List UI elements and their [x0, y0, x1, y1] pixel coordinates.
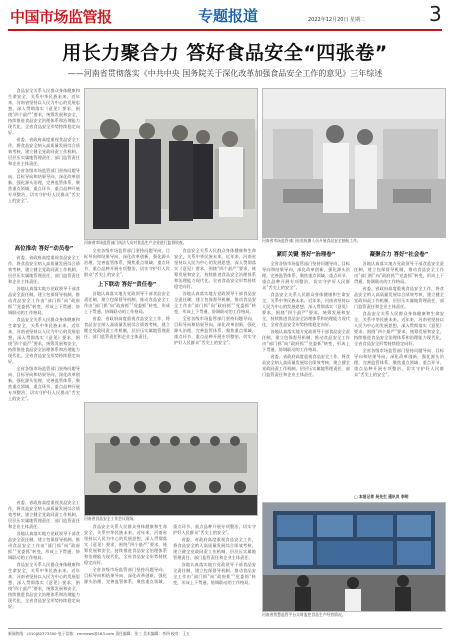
- body-paragraph: 各地认真落实地方党政领导干部食品安全责任制，建立包保督导机制，推动食品安全工作由“部门抓”向“政府抓”“党委抓”转变，形成上下贯通、协调联动的工作格局。: [8, 531, 80, 560]
- body-paragraph: 全省各级市场监管部门坚持问题导向、目标导向和结果导向，深化改革创新，强化源头治理，完善监管体系，聚焦重点领域、重点环节、重点品种开展专项整治，切实守护好人民群众“舌尖上的安全”。: [174, 316, 256, 345]
- body-paragraph: 各地认真落实地方党政领导干部食品安全责任制，建立包保督导机制，推动食品安全工作由“部门抓”向“政府抓”“党委抓”转变，形成上下贯通、协调联动的工作格局。: [262, 329, 350, 352]
- body-column-left-mid: [8, 242, 80, 494]
- subtitle-responsibility: 上下联动 答好“责任卷”: [97, 282, 157, 288]
- body-paragraph: 食品安全关系人民群众身体健康和生命安全，关系中华民族未来。近年来，河南省坚持以人民为中心的发展思想，深入贯彻落实《意见》要求，围绕“四个最严”要求，统筹发展和安全，持续推进食品安全治理体系和治理能力现代化，全省食品安全形势持续稳定向好。: [8, 88, 80, 135]
- photo-monitoring: [262, 502, 446, 612]
- page-number: 3: [429, 2, 442, 26]
- caption-laboratory: 河南省市场监管部门检验检测人员开展食品安全抽检工作。: [262, 238, 361, 243]
- masthead-rule: [8, 29, 442, 31]
- byline: □ 本报记者 吴先生 通讯员 李明: [354, 494, 409, 499]
- body-paragraph: 省委、省政府高度重视食品安全工作，将食品安全纳入高质量发展综合绩效考核，建立健全党政同责工作机制，层层压实属地管理责任、部门监管责任和企业主体责任。: [8, 500, 80, 529]
- body-column-bottom-center: [84, 524, 256, 624]
- subtitle-society: 凝聚合力 答好“社会卷”: [369, 252, 429, 258]
- article-subhead: ——河南省贯彻落实《中共中央 国务院关于深化改革加强食品安全工作的意见》三年综述: [67, 69, 383, 78]
- body-paragraph: 各地认真落实地方党政领导干部食品安全责任制，建立包保督导机制，推动食品安全工作由“部门抓”向“政府抓”“党委抓”转变，形成上下贯通、协调联动的工作格局。: [174, 291, 256, 314]
- masthead: [0, 0, 450, 34]
- photo-inspection-image: [85, 89, 257, 239]
- subtitle-governance: 紧盯关键 答好“治理卷”: [276, 252, 336, 258]
- photo-laboratory-image: [263, 89, 445, 237]
- body-column-right-a: [262, 248, 350, 498]
- body-paragraph: 食品安全关系人民群众身体健康和生命安全，关系中华民族未来。近年来，河南省坚持以人民为中心的发展思想，深入贯彻落实《意见》要求，围绕“四个最严”要求，统筹发展和安全，持续推进食品安全治理体系和治理能力现代化，全省食品安全形势持续稳定向好。: [174, 248, 256, 289]
- body-column-center: [84, 248, 170, 396]
- body-paragraph: 各地认真落实地方党政领导干部食品安全责任制，建立包保督导机制，推动食品安全工作由“部门抓”向“政府抓”“党委抓”转变，形成上下贯通、协调联动的工作格局。: [8, 286, 80, 315]
- page-footer: 新闻热线：(010)82773300 电子信箱：cmrnews@163.com 责任编辑：张三 美术编辑：李四 校对：王五: [8, 628, 442, 637]
- body-paragraph: 省委、省政府高度重视食品安全工作，将食品安全纳入高质量发展综合绩效考核，建立健全党政同责工作机制，层层压实属地管理责任、部门监管责任和企业主体责任。: [84, 316, 170, 339]
- body-paragraph: 食品安全关系人民群众身体健康和生命安全，关系中华民族未来。近年来，河南省坚持以人民为中心的发展思想，深入贯彻落实《意见》要求，围绕“四个最严”要求，统筹发展和安全，持续推进食品安全治理体系和治理能力现代化，全省食品安全形势持续稳定向好。: [8, 562, 80, 609]
- body-paragraph: 食品安全关系人民群众身体健康和生命安全，关系中华民族未来。近年来，河南省坚持以人民为中心的发展思想，深入贯彻落实《意见》要求，围绕“四个最严”要求，统筹发展和安全，持续推进食品安全治理体系和治理能力现代化，全省食品安全形势持续稳定向好。: [262, 292, 350, 327]
- body-paragraph: 全省各级市场监管部门坚持问题导向、目标导向和结果导向，深化改革创新，强化源头治理，完善监管体系，聚焦重点领域、重点环节、重点品种开展专项整治，切实守护好人民群众“舌尖上的安全”。: [8, 366, 80, 401]
- body-paragraph: 省委、省政府高度重视食品安全工作，将食品安全纳入高质量发展综合绩效考核，建立健全党政同责工作机制，层层压实属地管理责任、部门监管责任和企业主体责任。: [354, 286, 444, 309]
- caption-monitoring: 河南省智慧监管平台实时监控食品生产经营情况。: [262, 612, 346, 617]
- body-paragraph: 各地认真落实地方党政领导干部食品安全责任制，建立包保督导机制，推动食品安全工作由“部门抓”向“政府抓”“党委抓”转变，形成上下贯通、协调联动的工作格局。: [354, 261, 444, 284]
- caption-inspection: 河南省市场监管部门执法人员对食品生产企业进行监督检查。: [84, 240, 187, 245]
- body-paragraph: 全省各级市场监管部门坚持问题导向、目标导向和结果导向，深化改革创新，强化源头治理，完善监管体系，聚焦重点领域、重点环节、重点品种开展专项整治，切实守护好人民群众“舌尖上的安全”。: [84, 248, 170, 277]
- body-paragraph: 省委、省政府高度重视食品安全工作，将食品安全纳入高质量发展综合绩效考核，建立健全党政同责工作机制，层层压实属地管理责任、部门监管责任和企业主体责任。: [8, 255, 80, 284]
- publication-date: 2022年12月20日 星期二: [308, 17, 366, 23]
- article-headline: 用长力聚合力 答好食品安全“四张卷”: [62, 42, 388, 64]
- photo-inspection: [84, 88, 258, 240]
- body-paragraph: 省委、省政府高度重视食品安全工作，将食品安全纳入高质量发展综合绩效考核，建立健全党政同责工作机制，层层压实属地管理责任、部门监管责任和企业主体责任。: [8, 137, 80, 166]
- body-paragraph: 食品安全关系人民群众身体健康和生命安全，关系中华民族未来。近年来，河南省坚持以人民为中心的发展思想，深入贯彻落实《意见》要求，围绕“四个最严”要求，统筹发展和安全，持续推进食品安全治理体系和治理能力现代化，全省食品安全形势持续稳定向好。: [8, 317, 80, 364]
- photo-meeting-image: [85, 403, 257, 515]
- photo-monitoring-image: [263, 503, 445, 611]
- body-paragraph: 食品安全关系人民群众身体健康和生命安全，关系中华民族未来。近年来，河南省坚持以人民为中心的发展思想，深入贯彻落实《意见》要求，围绕“四个最严”要求，统筹发展和安全，持续推进食品安全治理体系和治理能力现代化，全省食品安全形势持续稳定向好。: [84, 524, 167, 565]
- body-column-bottom-left: [8, 500, 80, 624]
- section-title: 专题报道: [198, 7, 259, 25]
- body-paragraph: 省委、省政府高度重视食品安全工作，将食品安全纳入高质量发展综合绩效考核，建立健全党政同责工作机制，层层压实属地管理责任、部门监管责任和企业主体责任。: [262, 354, 350, 377]
- body-column-center-right: [174, 248, 256, 396]
- photo-meeting: [84, 402, 258, 516]
- subtitle-mobilization: 高位推动 答好“动员卷”: [14, 246, 74, 252]
- body-paragraph: 全省各级市场监管部门坚持问题导向、目标导向和结果导向，深化改革创新，强化源头治理，完善监管体系，聚焦重点领域、重点环节、重点品种开展专项整治，切实守护好人民群众“舌尖上的安全”。: [84, 524, 256, 584]
- body-paragraph: 全省各级市场监管部门坚持问题导向、目标导向和结果导向，深化改革创新，强化源头治理，完善监管体系，聚焦重点领域、重点环节、重点品种开展专项整治，切实守护好人民群众“舌尖上的安全”。: [262, 261, 350, 290]
- body-paragraph: 全省各级市场监管部门坚持问题导向、目标导向和结果导向，深化改革创新，强化源头治理，完善监管体系，聚焦重点领域、重点环节、重点品种开展专项整治，切实守护好人民群众“舌尖上的安全”。: [8, 168, 80, 203]
- photo-laboratory: [262, 88, 446, 238]
- body-paragraph: 各地认真落实地方党政领导干部食品安全责任制，建立包保督导机制，推动食品安全工作由“部门抓”向“政府抓”“党委抓”转变，形成上下贯通、协调联动的工作格局。: [173, 562, 256, 585]
- body-column-right-b: [354, 248, 444, 498]
- body-paragraph: 食品安全关系人民群众身体健康和生命安全，关系中华民族未来。近年来，河南省坚持以人民为中心的发展思想，深入贯彻落实《意见》要求，围绕“四个最严”要求，统筹发展和安全，持续推进食品安全治理体系和治理能力现代化，全省食品安全形势持续稳定向好。: [354, 311, 444, 346]
- body-paragraph: 省委、省政府高度重视食品安全工作，将食品安全纳入高质量发展综合绩效考核，建立健全党政同责工作机制，层层压实属地管理责任、部门监管责任和企业主体责任。: [173, 537, 256, 560]
- newspaper-logo: 中国市场监管报: [10, 8, 112, 26]
- body-column-left-top: [8, 88, 80, 236]
- body-paragraph: 全省各级市场监管部门坚持问题导向、目标导向和结果导向，深化改革创新，强化源头治理，完善监管体系，聚焦重点领域、重点环节、重点品种开展专项整治，切实守护好人民群众“舌尖上的安全”。: [354, 348, 444, 377]
- caption-meeting: 河南省食品安全工作会议现场。: [84, 516, 138, 521]
- body-paragraph: 各地认真落实地方党政领导干部食品安全责任制，建立包保督导机制，推动食品安全工作由“部门抓”向“政府抓”“党委抓”转变，形成上下贯通、协调联动的工作格局。: [84, 291, 170, 314]
